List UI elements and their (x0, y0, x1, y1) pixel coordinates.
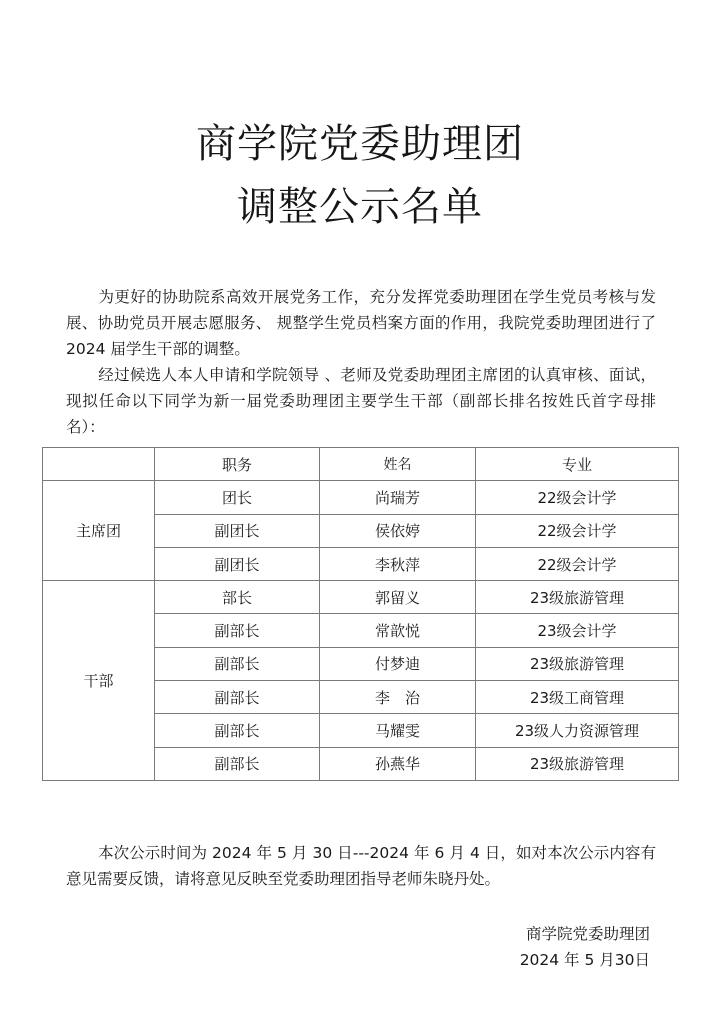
intro-paragraph (66, 284, 656, 362)
header-role: 职务 (155, 448, 320, 481)
major-cell: 23级旅游管理 (476, 747, 679, 780)
name-cell: 李 治 (320, 681, 476, 714)
name-cell: 侯依婷 (320, 514, 476, 547)
name-cell: 郭留义 (320, 581, 476, 614)
publicity-paragraph-text: 本次公示时间为 2024 年 5 月 30 日---2024 年 6 月 4 日，如对本次公示内容有意见需要反馈，请将意见反映至党委助理团指导老师朱晓丹处。 (66, 844, 656, 888)
group-cell: 主席团 (43, 481, 155, 581)
name-cell: 孙燕华 (320, 747, 476, 780)
header-name: 姓名 (320, 448, 476, 481)
role-cell: 副部长 (155, 714, 320, 747)
role-cell: 部长 (155, 581, 320, 614)
name-cell: 马耀雯 (320, 714, 476, 747)
major-cell: 22级会计学 (476, 514, 679, 547)
name-cell: 付梦迪 (320, 647, 476, 680)
table-header-row (43, 448, 679, 481)
major-cell: 23级旅游管理 (476, 581, 679, 614)
role-cell: 副团长 (155, 547, 320, 580)
title-line-2: 调整公示名单 (237, 184, 483, 230)
header-group (43, 448, 155, 481)
intro-paragraph-text: 为更好的协助院系高效开展党务工作，充分发挥党委助理团在学生党员考核与发展、协助党员开展志愿服务、 规整学生党员档案方面的作用，我院党委助理团进行了 2024 届学生干部的调整。 (66, 288, 656, 358)
major-cell: 23级会计学 (476, 614, 679, 647)
table-row (43, 581, 679, 614)
major-cell: 23级工商管理 (476, 681, 679, 714)
table-row (43, 481, 679, 514)
major-cell: 23级旅游管理 (476, 647, 679, 680)
roster-table (42, 447, 679, 781)
role-cell: 团长 (155, 481, 320, 514)
signature-date: 2024 年 5 月30日 (519, 951, 650, 969)
role-cell: 副部长 (155, 747, 320, 780)
role-cell: 副部长 (155, 614, 320, 647)
major-cell: 23级人力资源管理 (476, 714, 679, 747)
role-cell: 副团长 (155, 514, 320, 547)
name-cell: 常歆悦 (320, 614, 476, 647)
role-cell: 副部长 (155, 647, 320, 680)
group-cell: 干部 (43, 581, 155, 781)
name-cell: 李秋萍 (320, 547, 476, 580)
header-major: 专业 (476, 448, 679, 481)
signature-organization: 商学院党委助理团 (525, 925, 650, 943)
major-cell: 22级会计学 (476, 547, 679, 580)
role-cell: 副部长 (155, 681, 320, 714)
title-line-1: 商学院党委助理团 (196, 121, 524, 167)
selection-paragraph (66, 362, 656, 440)
publicity-paragraph (66, 840, 656, 892)
name-cell: 尚瑞芳 (320, 481, 476, 514)
selection-paragraph-text: 经过候选人本人申请和学院领导 、老师及党委助理团主席团的认真审核、面试，现拟任命以下同学为新一届党委助理团主要学生干部（副部长排名按姓氏首字母排名）： (66, 366, 656, 436)
major-cell: 22级会计学 (476, 481, 679, 514)
